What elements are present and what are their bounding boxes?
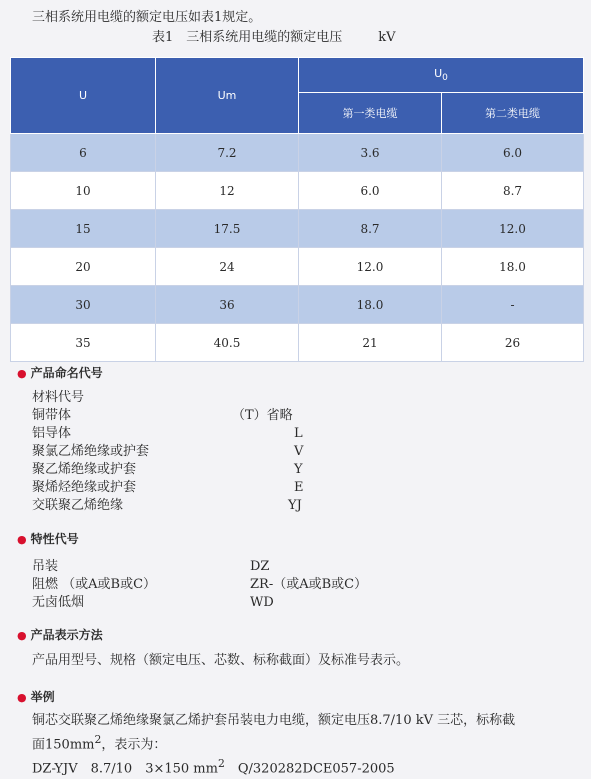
table-cell: 10 xyxy=(11,172,156,210)
bullet-icon: ● xyxy=(17,629,27,642)
table-cell: 30 xyxy=(11,286,156,324)
example-line-1: 铜芯交联聚乙烯绝缘聚氯乙烯护套吊装电力电缆，额定电压8.7/10 kV 三芯，标称截 xyxy=(32,713,516,728)
table-cell: 6.0 xyxy=(299,172,442,210)
header-um: Um xyxy=(156,58,299,134)
list-item xyxy=(32,497,302,515)
table-cell: - xyxy=(442,286,584,324)
table-cell: 17.5 xyxy=(156,210,299,248)
item-code: DZ xyxy=(250,559,270,574)
table-cell: 21 xyxy=(299,324,442,362)
item-label: 交联聚乙烯绝缘 xyxy=(32,498,124,513)
table-cell: 12.0 xyxy=(442,210,584,248)
item-label: 聚乙烯绝缘或护套 xyxy=(32,462,137,477)
method-title: 产品表示方法 xyxy=(30,628,103,642)
example-line-3-text: DZ-YJV 8.7/10 3×150 mm xyxy=(32,761,218,777)
list-item xyxy=(32,558,270,576)
table-cell: 24 xyxy=(156,248,299,286)
header-first-class: 第一类电缆 xyxy=(299,93,442,134)
naming-title: 产品命名代号 xyxy=(30,366,103,380)
table-cell: 35 xyxy=(11,324,156,362)
item-label: 铝导体 xyxy=(32,426,72,441)
table-cell: 18.0 xyxy=(442,248,584,286)
table-cell: 7.2 xyxy=(156,134,299,172)
item-label: 材料代号 xyxy=(32,390,85,405)
example-line-3-tail: Q/320282DCE057-2005 xyxy=(224,761,395,777)
table-cell: 18.0 xyxy=(299,286,442,324)
bullet-icon: ● xyxy=(17,691,27,704)
list-item xyxy=(32,407,293,425)
list-item xyxy=(32,443,304,461)
item-label: 铜带体 xyxy=(32,408,72,423)
table-row xyxy=(11,286,584,324)
item-label: 吊装 xyxy=(32,559,59,574)
table-row xyxy=(11,172,584,210)
bullet-icon: ● xyxy=(17,367,27,380)
example-title: 举例 xyxy=(30,690,55,704)
table-cell: 12 xyxy=(156,172,299,210)
item-code: YJ xyxy=(288,498,302,513)
example-line-2-tail: ，表示为： xyxy=(101,737,167,753)
example-line-2 xyxy=(32,730,580,754)
table-row xyxy=(11,324,584,362)
table-cell: 15 xyxy=(11,210,156,248)
item-code: ZR-（或A或B或C） xyxy=(250,577,368,592)
section-example-title xyxy=(17,688,55,705)
list-item xyxy=(32,389,149,407)
rated-voltage-table xyxy=(10,57,584,362)
table-cell: 3.6 xyxy=(299,134,442,172)
item-code: WD xyxy=(250,595,274,610)
table-cell: 8.7 xyxy=(442,172,584,210)
section-naming-title xyxy=(17,364,103,381)
header-u0-main: U xyxy=(434,66,443,80)
bullet-icon: ● xyxy=(17,533,27,546)
item-code: V xyxy=(294,444,304,459)
example-line-2-text: 面150mm xyxy=(32,737,95,753)
list-item xyxy=(32,576,368,594)
header-u0 xyxy=(299,58,584,93)
table-cell: 8.7 xyxy=(299,210,442,248)
table-row xyxy=(11,134,584,172)
item-code: （T）省略 xyxy=(232,408,293,423)
item-label: 聚烯烃绝缘或护套 xyxy=(32,480,137,495)
item-code: E xyxy=(294,480,304,495)
table-row xyxy=(11,210,584,248)
method-text: 产品用型号、规格（额定电压、芯数、标称截面）及标准号表示。 xyxy=(32,653,410,668)
table-cell: 12.0 xyxy=(299,248,442,286)
table-cell: 6.0 xyxy=(442,134,584,172)
caption-title: 表1 三相系统用电缆的额定电压 xyxy=(152,30,343,45)
feature-title: 特性代号 xyxy=(30,532,79,546)
table-caption xyxy=(152,26,396,45)
table-cell: 36 xyxy=(156,286,299,324)
section-method-title xyxy=(17,626,103,643)
caption-unit: kV xyxy=(378,30,396,45)
list-item xyxy=(32,594,274,612)
table-row xyxy=(11,248,584,286)
example-line-3-sup: 2 xyxy=(217,757,225,771)
intro-text: 三相系统用电缆的额定电压如表1规定。 xyxy=(32,10,262,25)
table-cell: 40.5 xyxy=(156,324,299,362)
table-cell: 20 xyxy=(11,248,156,286)
header-u: U xyxy=(11,58,156,134)
feature-list xyxy=(32,558,368,612)
item-code: Y xyxy=(294,462,303,477)
list-item xyxy=(32,461,303,479)
section-feature-title xyxy=(17,530,79,547)
example-line-2-sup: 2 xyxy=(94,733,102,746)
item-label: 无卤低烟 xyxy=(32,595,85,610)
table-cell: 26 xyxy=(442,324,584,362)
example-line-3 xyxy=(32,754,580,778)
item-label: 聚氯乙烯绝缘或护套 xyxy=(32,444,150,459)
naming-list xyxy=(32,389,304,515)
list-item xyxy=(32,425,303,443)
list-item xyxy=(32,479,304,497)
item-code: L xyxy=(294,426,303,441)
example-text xyxy=(32,711,580,779)
item-label: 阻燃 （或A或B或C） xyxy=(32,577,157,592)
table-cell: 6 xyxy=(11,134,156,172)
header-u0-sub: 0 xyxy=(442,73,448,84)
header-second-class: 第二类电缆 xyxy=(442,93,584,134)
